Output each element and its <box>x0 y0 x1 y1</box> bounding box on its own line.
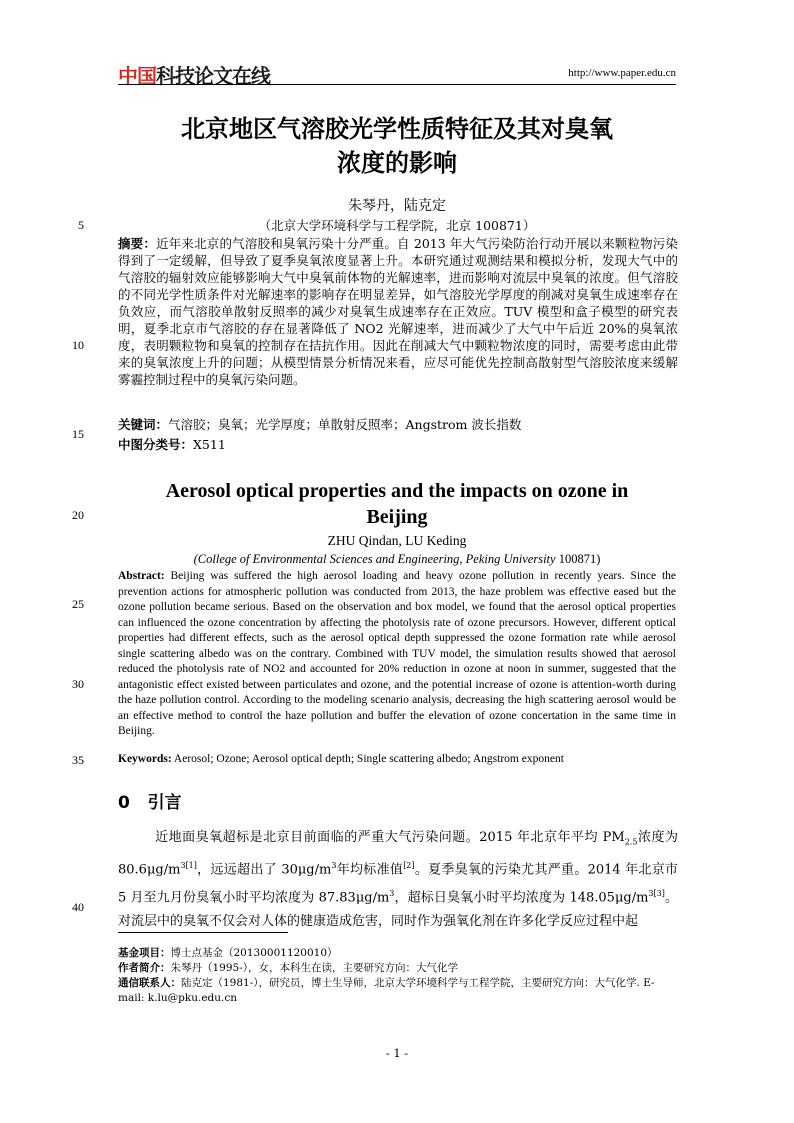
en-affiliation: (College of Environmental Sciences and Engineering, Peking University 100871) <box>193 552 601 566</box>
footnotes <box>118 946 678 1006</box>
footnote-contact: 通信联系人：陆克定（1981-），研究员，博士生导师，北京大学环境科学与工程学院，主要研究方向：大气化学. E-mail: k.lu@pku.edu.cn <box>118 977 655 1004</box>
line-number: 40 <box>72 900 84 914</box>
footnote-fund: 基金项目：博士点基金（20130001120010） <box>118 947 338 959</box>
line-number: 15 <box>72 427 84 441</box>
section-heading: 0 引言 <box>118 793 182 813</box>
zh-affiliation: （北京大学环境科学与工程学院，北京 100871） <box>258 218 536 233</box>
line-number: 30 <box>72 677 84 691</box>
footnote-rule <box>118 932 288 933</box>
line-number: 25 <box>72 597 84 611</box>
line-number: 5 <box>78 218 84 232</box>
page-number: - 1 - <box>385 1046 409 1060</box>
header-url[interactable]: http://www.paper.edu.cn <box>568 67 676 79</box>
en-title: Aerosol optical properties and the impacts on ozone in Beijing <box>165 480 629 528</box>
site-logo: 中国科技论文在线 <box>118 64 270 88</box>
line-number: 20 <box>72 508 84 522</box>
zh-title: 北京地区气溶胶光学性质特征及其对臭氧 浓度的影响 <box>181 115 613 177</box>
en-abstract: Abstract: Beijing was suffered the high aerosol loading and heavy ozone pollution in recently years. Since the prevention actions for atmospheric pollution was conducted from 2013, the haze problem was effective eased but the ozone pollution became serious. Based on the observation and box model, we found that the aerosol optical properties can influenced the ozone concentration by affecting the photolysis rate of ozone precursors. However, different optical properties had different effects, such as the aerosol optical depth suppressed the ozone formation rate while aerosol single scattering albedo was on the contrary. Combined with TUV model, the simulation results showed that aerosol reduced the photolysis rate of NO2 and accounted for 20% reduction in ozone at noon in summer, suggested that the antagonistic effect existed between particulates and ozone, and the potential increase of ozone is attention-worth during the haze pollution control. According to the modeling scenario analysis, decreasing the high scattering aerosol would be an effective method to control the haze pollution and buffer the elevation of ozone concertation in the same time in Beijing. <box>118 570 676 737</box>
header-rule <box>118 84 676 85</box>
zh-abstract: 摘要：近年来北京的气溶胶和臭氧污染十分严重。自 2013 年大气污染防治行动开展以来颗粒物污染得到了一定缓解，但导致了夏季臭氧浓度显著上升。本研究通过观测结果和模拟分析，发现大气中的气溶胶的辐射效应能够影响大气中臭氧前体物的光解速率，进而影响对流层中臭氧的浓度。但气溶胶的不同光学性质条件对光解速率的影响存在明显差异，如气溶胶光学厚度的削减对臭氧生成速率存在负效应，而气溶胶单散射反照率的减少对臭氧生成速率存在正效应。TUV 模型和盒子模型的研究表明，夏季北京市气溶胶的存在显著降低了 NO2 光解速率，进而减少了大气中午后近 20%的臭氧浓度，表明颗粒物和臭氧的控制存在拮抗作用。因此在削减大气中颗粒物浓度的同时，需要考虑由此带来的臭氧浓度上升的问题；从模型情景分析情况来看，应尽可能优先控制高散射型气溶胶浓度来缓解雾霾控制过程中的臭氧污染问题。 <box>118 236 678 387</box>
intro-paragraph: 近地面臭氧超标是北京目前面临的严重大气污染问题。2015 年北京年平均 $PM_{2.5}$浓度为 $80.6\mu g/m^{3[1]}$，远远超出了 $30\mu g/m^3$年均标准值[2]。夏季臭氧的污染尤其严重。2014 年北京市 5 月至九月份臭氧小时平均浓度为 $87.83\mu g/m^3$，超标日臭氧小时平均浓度为 $148.05\mu g/m^{3[3]}$。对流层中的臭氧不仅会对人体的健康造成危害，同时作为强氧化剂在许多化学反应过程中起 <box>118 830 678 929</box>
line-number: 35 <box>72 753 84 767</box>
line-number: 10 <box>72 338 84 352</box>
en-authors: ZHU Qindan, LU Keding <box>327 533 467 548</box>
zh-classification: 中图分类号：X511 <box>118 437 226 452</box>
en-keywords: Keywords: Aerosol; Ozone; Aerosol optical depth; Single scattering albedo; Angstrom exponent <box>118 753 564 765</box>
zh-authors: 朱琴丹，陆克定 <box>348 198 446 214</box>
zh-keywords: 关键词：气溶胶；臭氧；光学厚度；单散射反照率；Angstrom 波长指数 <box>118 417 522 432</box>
footnote-author: 作者简介：朱琴丹（1995-），女，本科生在读，主要研究方向：大气化学 <box>118 962 459 974</box>
